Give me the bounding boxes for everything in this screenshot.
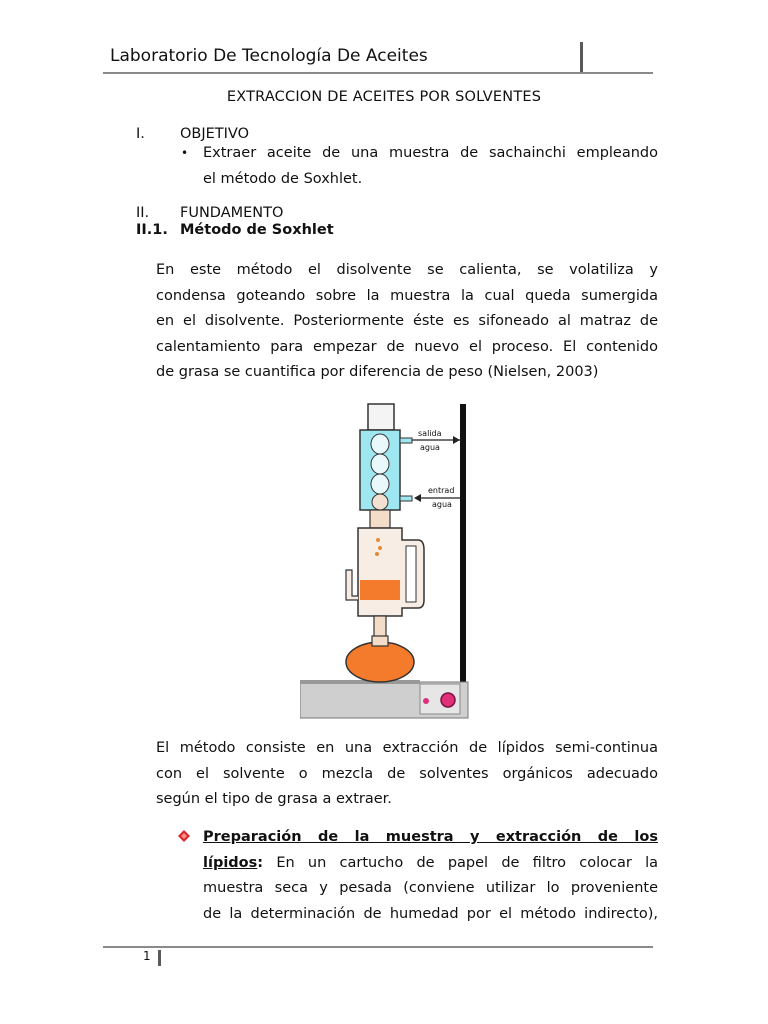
label-entrada-agua: agua xyxy=(432,500,452,509)
paragraph-line: en el disolvente. Posteriormente éste es sifoneado al matraz de xyxy=(156,313,658,329)
bullet-title-part1: Preparación de la muestra y extracción de los xyxy=(203,829,658,845)
label-salida-agua: agua xyxy=(420,443,440,452)
bullet-dot-icon: • xyxy=(181,146,189,160)
bullet-title-part2: lípidos xyxy=(203,854,258,871)
footer-rule xyxy=(103,946,653,948)
document-title: EXTRACCION DE ACEITES POR SOLVENTES xyxy=(226,89,542,105)
paragraph-line: El método consiste en una extracción de lípidos semi-continua xyxy=(156,740,658,756)
paragraph-line: de grasa se cuantifica por diferencia de peso (Nielsen, 2003) xyxy=(156,364,599,380)
bullet-text-line2: muestra seca y pesada (conviene utilizar lo proveniente xyxy=(203,880,658,896)
objective-line1: Extraer aceite de una muestra de sachainchi empleando xyxy=(203,145,658,161)
paragraph-line: calentamiento para empezar de nuevo el proceso. El contenido xyxy=(156,338,658,355)
section2-number: II. xyxy=(136,205,150,221)
section1-heading: OBJETIVO xyxy=(180,126,250,142)
footer-divider-bar xyxy=(158,950,161,966)
paragraph-soxhlet xyxy=(156,258,658,386)
page-number: 1 xyxy=(143,949,151,963)
subsection-heading: Método de Soxhlet xyxy=(180,222,334,238)
header-rule xyxy=(103,72,653,74)
bullet-preparacion xyxy=(203,825,658,927)
label-entrada: entrad xyxy=(428,486,455,495)
subsection-number: II.1. xyxy=(136,222,168,238)
label-salida: salida xyxy=(418,429,442,438)
soxhlet-apparatus-figure xyxy=(300,400,470,720)
header-divider-bar xyxy=(580,42,583,73)
paragraph-line: según el tipo de grasa a extraer. xyxy=(156,791,392,807)
section1-number: I. xyxy=(136,126,145,142)
bullet-title-colon: : xyxy=(257,854,264,871)
bullet-text-line3: de la determinación de humedad por el método indirecto), xyxy=(203,905,658,922)
paragraph-line: En este método el disolvente se calienta, se volatiliza y xyxy=(156,262,658,278)
section2-heading: FUNDAMENTO xyxy=(180,205,284,221)
paragraph-line: condensa goteando sobre la muestra la cual queda sumergida xyxy=(156,287,658,304)
bullet-text-line1: En un cartucho de papel de filtro colocar la xyxy=(263,854,658,871)
objective-line2: el método de Soxhlet. xyxy=(203,171,363,187)
header-title: Laboratorio De Tecnología De Aceites xyxy=(110,46,428,66)
red-diamond-bullet-icon xyxy=(177,829,191,843)
paragraph-line: con el solvente o mezcla de solventes orgánicos adecuado xyxy=(156,765,658,782)
paragraph-method xyxy=(156,736,658,813)
